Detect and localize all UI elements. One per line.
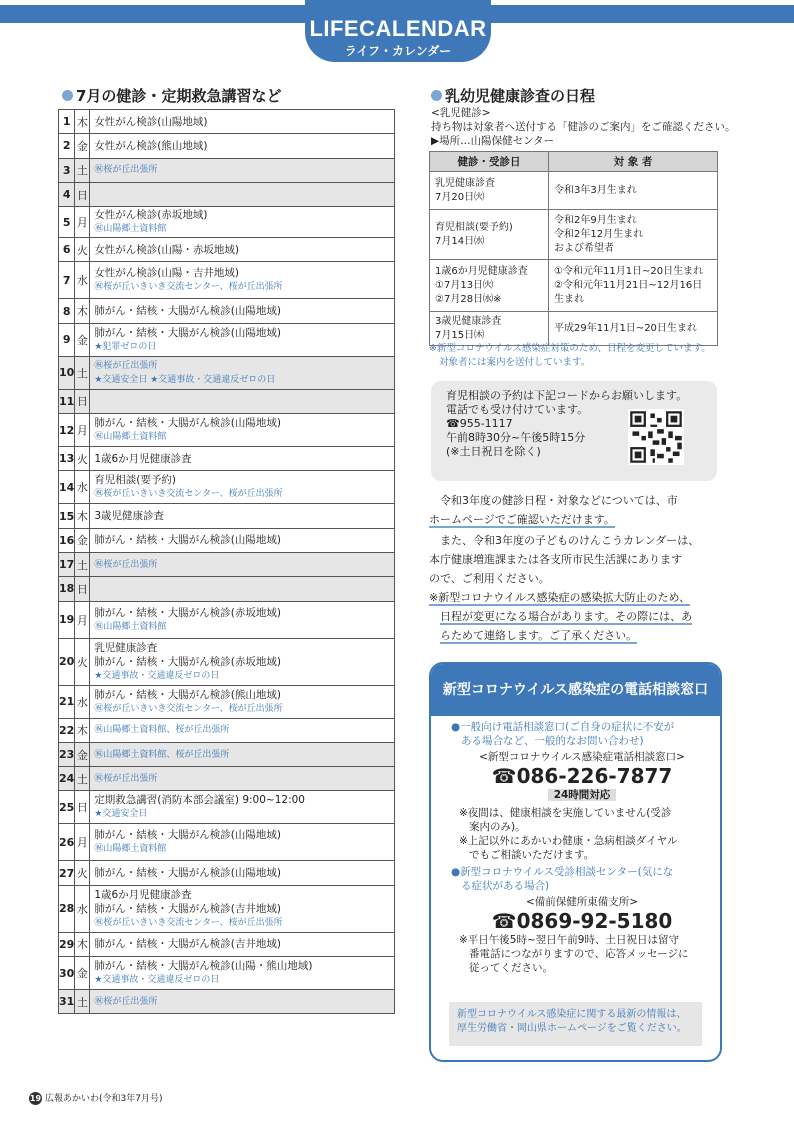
calendar-weekday: 日 <box>75 791 90 824</box>
event-line: ★犯罪ゼロの日 <box>94 341 157 352</box>
calendar-row <box>59 638 395 685</box>
schedule-text: ①令和元年11月1日~20日生まれ <box>554 265 704 277</box>
calendar-weekday: 木 <box>75 299 90 323</box>
schedule-target-cell <box>549 210 718 260</box>
calendar-row <box>59 861 395 885</box>
calendar-row <box>59 389 395 413</box>
schedule-text: ①7月13日㈫ <box>435 279 494 291</box>
calendar-row <box>59 238 395 262</box>
calendar-events <box>90 742 395 766</box>
calendar-day: 17 <box>59 552 75 576</box>
schedule-row <box>430 260 718 312</box>
col-header-date: 健診・受診日 <box>430 152 549 172</box>
calendar-weekday: 金 <box>75 134 90 158</box>
calendar-row <box>59 471 395 504</box>
calendar-day: 7 <box>59 262 75 299</box>
calendar-day: 29 <box>59 932 75 956</box>
event-line: 育児相談(要予約) <box>94 474 177 487</box>
calendar-events <box>90 207 395 238</box>
calendar-row <box>59 552 395 576</box>
calendar-day: 16 <box>59 528 75 552</box>
calendar-row <box>59 447 395 471</box>
event-line: 1歳6か月児健康診査 <box>94 888 192 901</box>
schedule-text: 7月15日㈭ <box>435 329 485 341</box>
calendar-day: 23 <box>59 742 75 766</box>
calendar-weekday: 土 <box>75 552 90 576</box>
calendar-day: 8 <box>59 299 75 323</box>
calendar-weekday: 日 <box>75 389 90 413</box>
schedule-target-cell <box>549 312 718 346</box>
schedule-text: 平成29年11月1日~20日生まれ <box>554 322 697 334</box>
calendar-weekday: 木 <box>75 110 90 134</box>
calendar-day: 11 <box>59 389 75 413</box>
event-line: ㊗桜が丘出張所 <box>94 165 158 176</box>
event-line: ㊗桜が丘出張所 <box>94 773 158 784</box>
calendar-events <box>90 638 395 685</box>
paragraph-calendar: また、令和3年度の子どものけんこうカレンダーは、 本庁健康増進課または各支所市民生活課にあります ので、ご利用ください。 <box>429 534 700 585</box>
calendar-day: 12 <box>59 414 75 447</box>
calendar-row <box>59 767 395 791</box>
calendar-weekday: 水 <box>75 262 90 299</box>
calendar-weekday: 金 <box>75 528 90 552</box>
calendar-table <box>58 109 395 1014</box>
calendar-row <box>59 414 395 447</box>
event-line: ㊗山陽郷土資料館 <box>94 432 167 443</box>
event-line: 肺がん・結核・大腸がん検診(山陽地域) <box>94 829 282 842</box>
event-line: ㊗山陽郷土資料館 <box>94 844 167 855</box>
event-line: 肺がん・結核・大腸がん検診(山陽地域) <box>94 326 282 339</box>
calendar-events <box>90 685 395 718</box>
calendar-row <box>59 110 395 134</box>
consult-phone: ☎955-1117 <box>446 417 513 430</box>
calendar-events <box>90 990 395 1014</box>
schedule-date-cell <box>430 210 549 260</box>
calendar-day: 10 <box>59 356 75 389</box>
calendar-weekday: 水 <box>75 885 90 932</box>
event-line: ★交通事故・交通違反ゼロの日 <box>94 975 220 986</box>
calendar-day: 13 <box>59 447 75 471</box>
paragraph-notice: ※新型コロナウイルス感染症の感染拡大防止のため、 日程が変更になる場合があります。その際には、あ らためて連絡します。ご了承ください。 <box>429 591 693 642</box>
schedule-text: 育児相談(要予約) <box>435 221 513 233</box>
calendar-weekday: 水 <box>75 685 90 718</box>
calendar-row <box>59 134 395 158</box>
calendar-weekday: 土 <box>75 356 90 389</box>
calendar-day: 30 <box>59 957 75 990</box>
schedule-target-cell <box>549 260 718 312</box>
bullet-icon <box>62 90 73 101</box>
schedule-text: 乳児健康診査 <box>435 177 495 189</box>
event-line: 肺がん・結核・大腸がん検診(山陽地域) <box>94 417 282 430</box>
calendar-day: 3 <box>59 158 75 182</box>
calendar-row <box>59 182 395 206</box>
calendar-weekday: 火 <box>75 861 90 885</box>
calendar-row <box>59 299 395 323</box>
header-tab <box>305 0 491 62</box>
calendar-row <box>59 957 395 990</box>
event-line: 肺がん・結核・大腸がん検診(吉井地域) <box>94 938 282 951</box>
calendar-day: 27 <box>59 861 75 885</box>
schedule-text: 令和3年3月生まれ <box>554 184 637 196</box>
calendar-row <box>59 990 395 1014</box>
calendar-day: 21 <box>59 685 75 718</box>
calendar-events <box>90 238 395 262</box>
calendar-weekday: 月 <box>75 207 90 238</box>
schedule-table <box>429 151 718 346</box>
calendar-events <box>90 356 395 389</box>
calendar-row <box>59 791 395 824</box>
event-line: ★交通安全日 ★交通事故・交通違反ゼロの日 <box>94 374 276 385</box>
infant-note: ※新型コロナウイルス感染症対策のため、日程を変更しています。 対象者には案内を送付しています。 <box>429 343 711 368</box>
page-footer <box>29 1091 162 1105</box>
event-line: 3歳児健康診査 <box>94 510 164 523</box>
hours-badge: 24時間対応 <box>548 789 617 801</box>
schedule-text: 7月14日㈬ <box>435 235 485 247</box>
event-line: 肺がん・結核・大腸がん検診(山陽・熊山地域) <box>94 960 313 973</box>
general-hotline-phone[interactable]: ☎086-226-7877 <box>491 764 673 788</box>
event-line: 肺がん・結核・大腸がん検診(赤坂地域) <box>94 655 282 668</box>
calendar-day: 20 <box>59 638 75 685</box>
calendar-weekday: 金 <box>75 957 90 990</box>
calendar-row <box>59 932 395 956</box>
calendar-row <box>59 504 395 528</box>
calendar-events <box>90 414 395 447</box>
calendar-events <box>90 182 395 206</box>
qr-code-icon[interactable] <box>628 409 684 465</box>
calendar-day: 2 <box>59 134 75 158</box>
event-line: ㊗桜が丘いきいき交流センター、桜が丘出張所 <box>94 917 283 928</box>
calendar-day: 1 <box>59 110 75 134</box>
corona-title: 新型コロナウイルス感染症の電話相談窓口 <box>431 664 720 716</box>
schedule-text: ②令和元年11月21日~12月16日生まれ <box>554 279 703 305</box>
calendar-row <box>59 528 395 552</box>
calendar-row <box>59 577 395 601</box>
calendar-row <box>59 356 395 389</box>
corona-info-note: 新型コロナウイルス感染症に関する最新の情報は、 厚生労働省・岡山県ホームページをご覧ください。 <box>449 1002 702 1046</box>
consult-box: 育児相談の予約は下記コードからお願いします。 電話でも受け付けています。 ☎955-1117 午前8時30分~午後5時15分 (※土日祝日を除く) <box>431 381 717 481</box>
calendar-row <box>59 742 395 766</box>
event-line: ★交通安全日 <box>94 809 148 820</box>
calendar-events <box>90 262 395 299</box>
calendar-weekday: 月 <box>75 601 90 638</box>
schedule-text: 3歳児健康診査 <box>435 315 502 327</box>
event-line: ㊗桜が丘いきいき交流センター、桜が丘出張所 <box>94 703 283 714</box>
event-line: 乳児健康診査 <box>94 641 158 654</box>
event-line: 定期救急講習(消防本部会議室) 9:00~12:00 <box>94 794 305 807</box>
schedule-text: ②7月28日㈬※ <box>435 293 502 305</box>
calendar-weekday: 日 <box>75 577 90 601</box>
infant-title: 乳幼児健康診査の日程 <box>431 85 595 106</box>
calendar-events <box>90 299 395 323</box>
event-line: 肺がん・結核・大腸がん検診(山陽地域) <box>94 534 282 547</box>
calendar-weekday: 土 <box>75 158 90 182</box>
publication-name: 広報あかいわ(令和3年7月号) <box>45 1094 163 1104</box>
calendar-day: 25 <box>59 791 75 824</box>
calendar-weekday: 月 <box>75 824 90 861</box>
event-line: ★交通事故・交通違反ゼロの日 <box>94 670 220 681</box>
schedule-row <box>430 312 718 346</box>
calendar-events <box>90 471 395 504</box>
calendar-weekday: 木 <box>75 504 90 528</box>
calendar-weekday: 金 <box>75 742 90 766</box>
event-line: ㊗桜が丘いきいき交流センター、桜が丘出張所 <box>94 489 283 500</box>
calendar-events <box>90 389 395 413</box>
schedule-text: および希望者 <box>554 242 614 254</box>
calendar-weekday: 金 <box>75 323 90 356</box>
schedule-date-cell <box>430 260 549 312</box>
website-link[interactable]: ホームページでご確認いただけます。 <box>429 513 615 526</box>
schedule-text: 令和2年9月生まれ <box>554 214 637 226</box>
calendar-day: 6 <box>59 238 75 262</box>
calendar-day: 18 <box>59 577 75 601</box>
event-line: ㊗桜が丘出張所 <box>94 360 158 371</box>
calendar-title: 7月の健診・定期救急講習など <box>62 85 281 106</box>
event-line: ㊗桜が丘出張所 <box>94 559 158 570</box>
calendar-day: 31 <box>59 990 75 1014</box>
schedule-target-cell <box>549 172 718 210</box>
calendar-events <box>90 932 395 956</box>
schedule-date-cell <box>430 312 549 346</box>
event-line: 女性がん検診(山陽・吉井地域) <box>94 267 240 280</box>
event-line: ㊗山陽郷土資料館 <box>94 224 167 235</box>
calendar-events <box>90 767 395 791</box>
infant-intro: <乳児健診> 持ち物は対象者へ送付する「健診のご案内」をご確認ください。 ▶場所…山陽保健センター <box>431 107 736 147</box>
calendar-weekday: 土 <box>75 990 90 1014</box>
calendar-events <box>90 134 395 158</box>
calendar-events <box>90 447 395 471</box>
calendar-events <box>90 158 395 182</box>
event-line: 女性がん検診(山陽・赤坂地域) <box>94 243 240 256</box>
calendar-weekday: 土 <box>75 767 90 791</box>
calendar-weekday: 日 <box>75 182 90 206</box>
calendar-row <box>59 262 395 299</box>
calendar-events <box>90 601 395 638</box>
calendar-weekday: 木 <box>75 932 90 956</box>
calendar-events <box>90 552 395 576</box>
header-title: LIFECALENDAR <box>309 16 487 41</box>
event-line: ㊗山陽郷土資料館 <box>94 621 167 632</box>
calendar-events <box>90 323 395 356</box>
corona-hotline-box: 新型コロナウイルス感染症の電話相談窓口 ●一般向け電話相談窓口(ご自身の症状に不安が ある場合など、一般的なお問い合わせ) <新型コロナウイルス感染症電話相談窓口> ☎086-226-7877 24時間対応 ※夜間は、健康相談を実施していません(受診 案内のみ)。 ※上記以外にあかいわ健康・急病相談ダイヤル でもご相談いただけます。 ●新型コロナウイルス受診相談センター(気にな る症状がある場合) <備前保健所東備支所> ☎0869-92-5180 ※平日午後5時~翌日午前9時、土日祝日は留守 番電話につながりますので、応答メッセージに 従ってください。 新型コロナウイルス感染症に関する最新の情報は、 厚生労働省・岡山県ホームページをご覧ください。 <box>429 662 722 1062</box>
calendar-row <box>59 207 395 238</box>
event-line: 女性がん検診(熊山地域) <box>94 139 208 152</box>
schedule-text: 1歳6か月児健康診査 <box>435 265 528 277</box>
calendar-day: 9 <box>59 323 75 356</box>
calendar-events <box>90 718 395 742</box>
calendar-events <box>90 504 395 528</box>
calendar-day: 19 <box>59 601 75 638</box>
calendar-row <box>59 885 395 932</box>
calendar-day: 15 <box>59 504 75 528</box>
calendar-events <box>90 824 395 861</box>
calendar-weekday: 水 <box>75 471 90 504</box>
event-line: 肺がん・結核・大腸がん検診(山陽地域) <box>94 305 282 318</box>
event-line: ㊗山陽郷土資料館、桜が丘出張所 <box>94 749 230 760</box>
schedule-date-cell <box>430 172 549 210</box>
col-header-target: 対 象 者 <box>549 152 718 172</box>
event-line: 肺がん・結核・大腸がん検診(吉井地域) <box>94 902 282 915</box>
calendar-row <box>59 601 395 638</box>
calendar-weekday: 火 <box>75 238 90 262</box>
event-line: ㊗桜が丘いきいき交流センター、桜が丘出張所 <box>94 282 283 293</box>
calendar-weekday: 火 <box>75 447 90 471</box>
calendar-events <box>90 577 395 601</box>
event-line: 女性がん検診(赤坂地域) <box>94 209 208 222</box>
calendar-day: 24 <box>59 767 75 791</box>
calendar-day: 5 <box>59 207 75 238</box>
event-line: 肺がん・結核・大腸がん検診(赤坂地域) <box>94 606 282 619</box>
calendar-events <box>90 528 395 552</box>
page-number: 19 <box>29 1094 42 1103</box>
calendar-events <box>90 957 395 990</box>
calendar-weekday: 木 <box>75 718 90 742</box>
calendar-events <box>90 791 395 824</box>
calendar-events <box>90 861 395 885</box>
event-line: ㊗桜が丘出張所 <box>94 996 158 1007</box>
bullet-icon <box>431 90 442 101</box>
calendar-day: 26 <box>59 824 75 861</box>
consult-center-phone[interactable]: ☎0869-92-5180 <box>491 909 673 933</box>
calendar-day: 14 <box>59 471 75 504</box>
event-line: 女性がん検診(山陽地域) <box>94 115 208 128</box>
calendar-day: 22 <box>59 718 75 742</box>
calendar-weekday: 火 <box>75 638 90 685</box>
calendar-day: 4 <box>59 182 75 206</box>
schedule-text: 令和2年12月生まれ <box>554 228 644 240</box>
calendar-row <box>59 685 395 718</box>
header-subtitle: ライフ・カレンダー <box>344 44 452 58</box>
event-line: 肺がん・結核・大腸がん検診(熊山地域) <box>94 688 282 701</box>
event-line: 肺がん・結核・大腸がん検診(山陽地域) <box>94 867 282 880</box>
calendar-row <box>59 323 395 356</box>
schedule-row <box>430 172 718 210</box>
calendar-row <box>59 718 395 742</box>
calendar-row <box>59 824 395 861</box>
schedule-row <box>430 210 718 260</box>
calendar-events <box>90 110 395 134</box>
calendar-day: 28 <box>59 885 75 932</box>
calendar-events <box>90 885 395 932</box>
event-line: 1歳6か月児健康診査 <box>94 452 192 465</box>
calendar-row <box>59 158 395 182</box>
event-line: ㊗山陽郷土資料館、桜が丘出張所 <box>94 725 230 736</box>
calendar-weekday: 月 <box>75 414 90 447</box>
paragraph-website: 令和3年度の健診日程・対象などについては、市 ホームページでご確認いただけます。 <box>429 494 678 526</box>
schedule-text: 7月20日㈫ <box>435 191 485 203</box>
